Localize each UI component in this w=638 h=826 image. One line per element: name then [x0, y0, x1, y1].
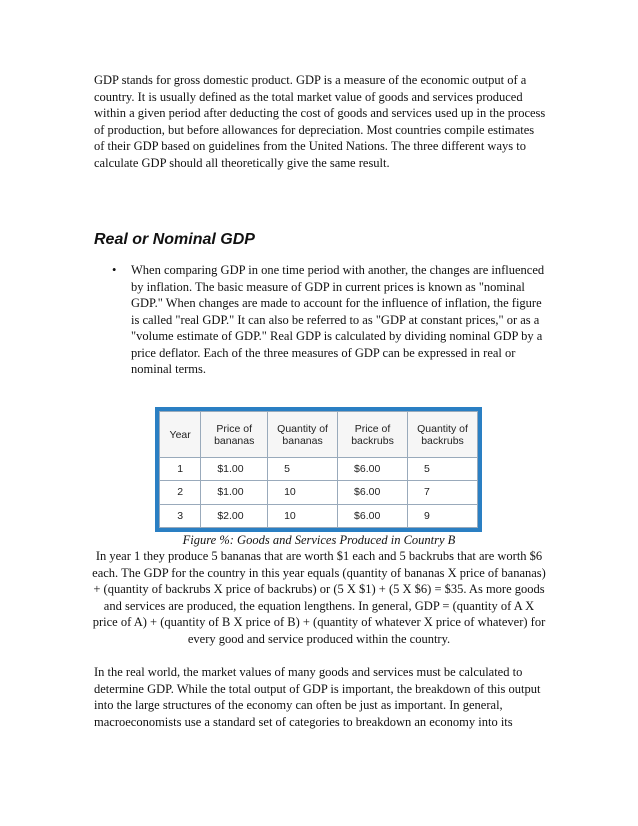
table-cell: 5 [268, 458, 338, 481]
section-heading: Real or Nominal GDP [94, 231, 255, 248]
table-header-cell: Price of bananas [201, 412, 268, 458]
bullet-item [112, 262, 548, 378]
example-paragraph: In year 1 they produce 5 bananas that are worth $1 each and 5 backrubs that are worth $6 each. The GDP for the country in this year equals (quantity of bananas X price of bananas) + (quantity of backrubs X price of backrubs) or (5 X $1) + (5 X $6) = $35. As more goods and services are produced, the equation lengthens. In general, GDP = (quantity of A X price of A) + (quantity of B X price of B) + (quantity of whatever X price of whatever) for every good and service produced within the country. [92, 549, 546, 646]
table-cell: $2.00 [201, 504, 268, 527]
table-row [160, 458, 478, 481]
table-cell: $6.00 [338, 481, 408, 504]
table-header-cell: Quantity of bananas [268, 412, 338, 458]
table-cell: $6.00 [338, 504, 408, 527]
table-cell: 1 [160, 458, 201, 481]
table-cell: 5 [408, 458, 478, 481]
figure-caption: Figure %: Goods and Services Produced in Country B [182, 533, 456, 547]
goods-services-table-figure [155, 407, 482, 532]
bullet-marker: • [112, 263, 117, 277]
goods-services-table [159, 411, 478, 528]
table-cell: 7 [408, 481, 478, 504]
bullet-text: When comparing GDP in one time period with another, the changes are influenced by inflation. The basic measure of GDP in current prices is known as "nominal GDP." When changes are made to account for the influence of inflation, the figure is called "real GDP." It can also be referred to as "GDP at constant prices," or as a "volume estimate of GDP." Real GDP is calculated by dividing nominal GDP by a price deflator. Each of the three measures of GDP can be expressed in real or nominal terms. [131, 263, 545, 376]
table-cell: $1.00 [201, 481, 268, 504]
closing-paragraph: In the real world, the market values of many goods and services must be calculated to determine GDP. While the total output of GDP is important, the breakdown of this output into the large structures of the economy can often be just as important. In general, macroeconomists use a standard set of categories to breakdown an economy into its [94, 665, 541, 729]
table-cell: $1.00 [201, 458, 268, 481]
table-cell: 3 [160, 504, 201, 527]
table-cell: $6.00 [338, 458, 408, 481]
table-header-cell: Price of backrubs [338, 412, 408, 458]
table-header-cell: Quantity of backrubs [408, 412, 478, 458]
table-header-cell: Year [160, 412, 201, 458]
table-cell: 9 [408, 504, 478, 527]
intro-paragraph: GDP stands for gross domestic product. GDP is a measure of the economic output of a country. It is usually defined as the total market value of goods and services produced within a given period after deducting the cost of goods and services used up in the process of production, but before allowances for depreciation. Most countries compile estimates of their GDP based on guidelines from the United Nations. The three different ways to calculate GDP should all theoretically give the same result. [94, 73, 546, 170]
table-row [160, 504, 478, 527]
table-row [160, 481, 478, 504]
table-cell: 2 [160, 481, 201, 504]
table-cell: 10 [268, 481, 338, 504]
table-header-row [160, 412, 478, 458]
table-cell: 10 [268, 504, 338, 527]
